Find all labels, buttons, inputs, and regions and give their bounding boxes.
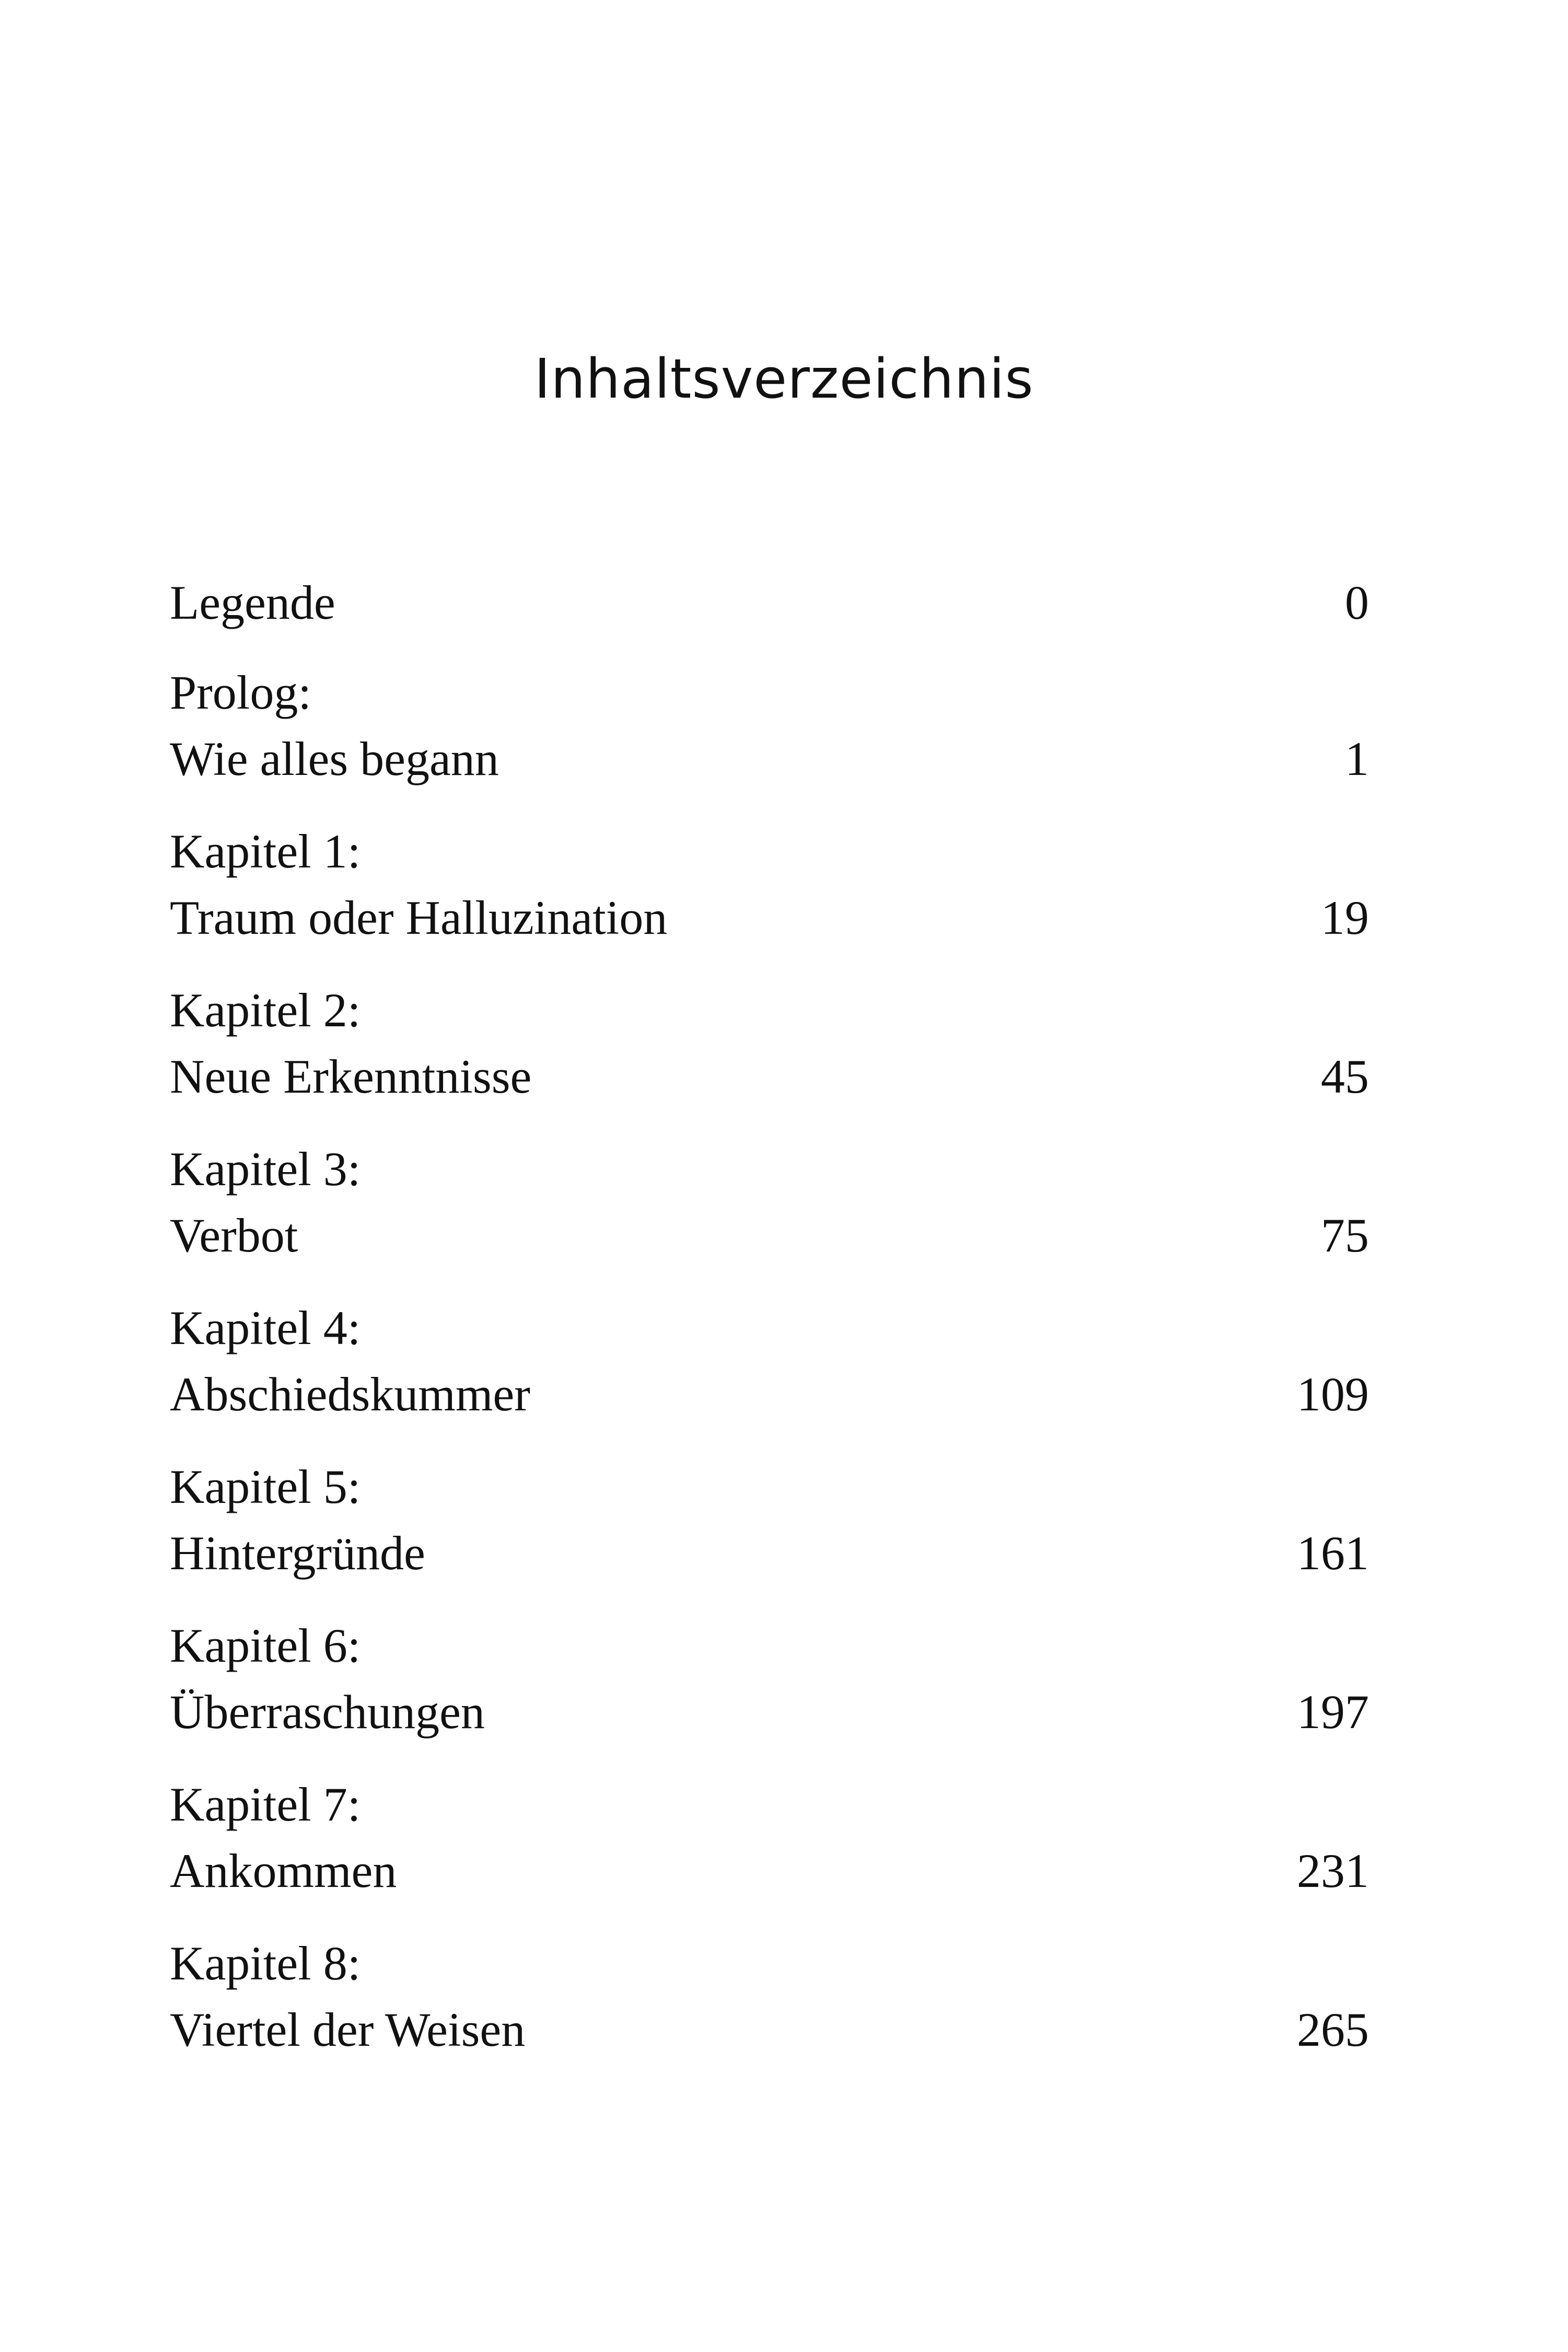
entry-page-number: 0 bbox=[1345, 576, 1369, 629]
entry-title: Überraschungen bbox=[170, 1685, 485, 1739]
entry-label: Kapitel 4: bbox=[170, 1301, 361, 1354]
entry-text bbox=[170, 1454, 425, 1586]
entry-title: Verbot bbox=[170, 1209, 298, 1262]
toc-entry-kapitel-5 bbox=[170, 1454, 1369, 1586]
toc-entry-kapitel-1 bbox=[170, 818, 1369, 951]
toc-entry-kapitel-7 bbox=[170, 1771, 1369, 1904]
entry-page-number: 265 bbox=[1297, 2003, 1369, 2056]
toc-entry-kapitel-8 bbox=[170, 1930, 1369, 2063]
entry-text bbox=[170, 659, 499, 792]
entry-page-number: 19 bbox=[1321, 891, 1369, 944]
entry-title: Ankommen bbox=[170, 1844, 397, 1897]
entry-title: Wie alles begann bbox=[170, 732, 499, 785]
toc-entry-kapitel-4 bbox=[170, 1295, 1369, 1428]
entry-text bbox=[170, 570, 335, 636]
entry-text bbox=[170, 1613, 485, 1745]
entry-page-number: 109 bbox=[1297, 1368, 1369, 1421]
entry-label: Kapitel 6: bbox=[170, 1619, 361, 1672]
entry-page-number: 231 bbox=[1297, 1844, 1369, 1897]
entry-page-number: 1 bbox=[1345, 732, 1369, 785]
entry-title: Viertel der Weisen bbox=[170, 2003, 526, 2056]
entry-label: Kapitel 3: bbox=[170, 1142, 361, 1196]
entry-text bbox=[170, 1295, 530, 1428]
toc-entry-kapitel-2 bbox=[170, 977, 1369, 1110]
entry-title: Legende bbox=[170, 576, 335, 629]
entry-text bbox=[170, 1930, 525, 2063]
entry-text bbox=[170, 977, 531, 1110]
entry-label: Kapitel 7: bbox=[170, 1778, 361, 1831]
entry-text bbox=[170, 818, 667, 951]
entry-label: Kapitel 2: bbox=[170, 983, 361, 1037]
entry-label: Prolog: bbox=[170, 666, 311, 719]
entry-label: Kapitel 5: bbox=[170, 1460, 361, 1513]
table-of-contents bbox=[170, 570, 1369, 2089]
entry-page-number: 197 bbox=[1297, 1685, 1369, 1739]
entry-title: Abschiedskummer bbox=[170, 1368, 530, 1421]
page-title: Inhaltsverzeichnis bbox=[534, 346, 1034, 411]
entry-title: Hintergründe bbox=[170, 1526, 425, 1580]
entry-label: Kapitel 8: bbox=[170, 1937, 361, 1990]
entry-page-number: 45 bbox=[1321, 1050, 1369, 1103]
entry-text bbox=[170, 1136, 361, 1269]
entry-page-number: 75 bbox=[1321, 1209, 1369, 1262]
entry-page-number: 161 bbox=[1297, 1526, 1369, 1580]
toc-entry-kapitel-6 bbox=[170, 1613, 1369, 1745]
entry-title: Traum oder Halluzination bbox=[170, 891, 668, 944]
toc-entry-prolog bbox=[170, 659, 1369, 792]
entry-title: Neue Erkenntnisse bbox=[170, 1050, 532, 1103]
toc-entry-kapitel-3 bbox=[170, 1136, 1369, 1269]
entry-text bbox=[170, 1771, 397, 1904]
toc-entry-legende bbox=[170, 570, 1369, 636]
entry-label: Kapitel 1: bbox=[170, 825, 361, 878]
